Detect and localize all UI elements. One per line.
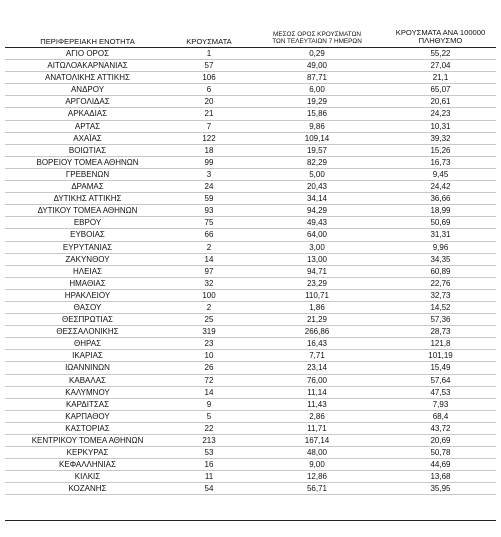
region-cell: ΚΑΡΠΑΘΟΥ [65,411,110,421]
avg-cell: 7,71 [309,351,325,361]
region-cell: ΕΥΒΟΙΑΣ [70,230,105,240]
region-cell: ΙΩΑΝΝΙΝΩΝ [65,363,110,373]
cases-cell: 72 [204,375,214,385]
table-row [5,350,496,362]
table-body [5,48,496,495]
avg-cell: 0,29 [309,49,325,58]
region-cell: ΑΡΓΟΛΙΔΑΣ [65,97,110,107]
cases-cell: 213 [202,436,216,445]
avg-cell: 49,43 [306,218,328,228]
cases-cell: 5 [206,411,212,421]
header-avg-line1: ΜΕΣΟΣ ΟΡΟΣ ΚΡΟΥΣΜΑΤΩΝ [273,30,361,38]
table-row [5,435,496,447]
per100k-cell: 101,19 [428,351,453,361]
region-cell: ΚΑΡΔΙΤΣΑΣ [65,399,110,409]
table-row [5,314,496,326]
table-row [5,278,496,290]
avg-cell: 16,43 [306,339,328,349]
avg-cell: 3,00 [309,242,325,252]
cases-cell: 6 [206,85,212,95]
region-cell: ΗΡΑΚΛΕΙΟΥ [64,290,111,300]
per100k-cell: 9,45 [432,169,449,179]
table-row [5,326,496,338]
cases-cell: 319 [202,327,216,337]
per100k-cell: 34,35 [430,254,451,264]
cases-cell: 24 [204,182,214,192]
avg-cell: 87,71 [306,73,328,83]
per100k-cell: 7,93 [432,399,449,409]
table-row [5,254,496,266]
per100k-cell: 9,96 [432,242,449,252]
cases-cell: 100 [202,290,216,300]
cases-cell: 1 [206,49,212,58]
per100k-cell: 39,32 [430,133,451,143]
table-row [5,108,496,120]
per100k-cell: 24,23 [430,109,451,119]
cases-cell: 54 [204,484,214,494]
table-row [5,290,496,302]
per100k-cell: 27,04 [430,61,451,71]
per100k-cell: 35,95 [430,484,451,494]
table-row [5,121,496,133]
avg-cell: 19,57 [306,145,328,155]
avg-cell: 94,29 [306,206,328,216]
table-row [5,447,496,459]
table-row [5,266,496,278]
avg-cell: 2,86 [309,411,325,421]
avg-cell: 266,86 [304,327,330,337]
cases-cell: 26 [204,363,214,373]
per100k-cell: 22,76 [430,278,451,288]
region-cell: ΗΛΕΙΑΣ [73,266,102,276]
table-row [5,229,496,241]
region-cell: ΑΓΙΟ ΟΡΟΣ [65,49,110,58]
cases-cell: 10 [204,351,214,361]
cases-cell: 75 [204,218,214,228]
region-cell: ΘΕΣΣΑΛΟΝΙΚΗΣ [56,327,119,337]
region-cell: ΘΕΣΠΡΩΤΙΑΣ [62,315,113,325]
table-row [5,181,496,193]
region-cell: ΕΥΡΥΤΑΝΙΑΣ [62,242,113,252]
avg-cell: 94,71 [306,266,328,276]
cases-cell: 21 [204,109,214,119]
avg-cell: 13,00 [306,254,328,264]
per100k-cell: 15,49 [430,363,451,373]
table-row [5,338,496,350]
table-row [5,72,496,84]
header-avg-7-days [248,31,386,46]
avg-cell: 11,43 [307,399,327,409]
per100k-cell: 16,73 [430,157,451,167]
avg-cell: 1,86 [309,302,325,312]
avg-cell: 6,00 [309,85,325,95]
per100k-cell: 18,99 [430,206,451,216]
region-cell: ΔΥΤΙΚΟΥ ΤΟΜΕΑ ΑΘΗΝΩΝ [37,206,138,216]
per100k-cell: 50,78 [430,448,451,458]
table-row [5,483,496,495]
cases-cell: 99 [204,157,214,167]
region-cell: ΘΑΣΟΥ [73,302,102,312]
cases-table [5,20,496,495]
cases-cell: 9 [206,399,212,409]
table-row [5,205,496,217]
region-cell: ΒΟΡΕΙΟΥ ΤΟΜΕΑ ΑΘΗΝΩΝ [36,157,139,167]
table-row [5,84,496,96]
region-cell: ΚΑΒΑΛΑΣ [69,375,106,385]
table-row [5,387,496,399]
region-cell: ΑΙΤΩΛΟΑΚΑΡΝΑΝΙΑΣ [47,61,128,71]
cases-cell: 2 [206,302,212,312]
region-cell: ΑΝΑΤΟΛΙΚΗΣ ΑΤΤΙΚΗΣ [45,73,130,83]
table-row [5,169,496,181]
avg-cell: 20,43 [306,182,328,192]
cases-cell: 11 [204,472,214,482]
per100k-cell: 21,1 [432,73,449,83]
table-row [5,423,496,435]
cases-cell: 7 [206,121,212,131]
per100k-cell: 44,69 [430,460,451,470]
per100k-cell: 121,8 [430,339,451,349]
cases-cell: 122 [202,133,216,143]
avg-cell: 21,29 [306,315,328,325]
region-cell: ΔΥΤΙΚΗΣ ΑΤΤΙΚΗΣ [53,194,122,204]
region-cell: ΙΚΑΡΙΑΣ [72,351,103,361]
cases-cell: 2 [206,242,212,252]
cases-cell: 3 [206,169,212,179]
cases-cell: 106 [202,73,216,83]
region-cell: ΚΕΦΑΛΛΗΝΙΑΣ [59,460,116,470]
per100k-cell: 43,72 [430,423,451,433]
per100k-cell: 10,31 [430,121,451,131]
region-cell: ΔΡΑΜΑΣ [71,182,104,192]
per100k-cell: 50,69 [430,218,451,228]
avg-cell: 15,86 [306,109,328,119]
avg-cell: 11,14 [307,387,327,397]
table-row [5,459,496,471]
cases-cell: 14 [204,387,214,397]
avg-cell: 19,29 [306,97,328,107]
table-row [5,145,496,157]
table-row [5,375,496,387]
avg-cell: 23,14 [306,363,328,373]
cases-cell: 22 [204,423,214,433]
avg-cell: 82,29 [306,157,328,167]
table-row [5,362,496,374]
per100k-cell: 68,4 [432,411,449,421]
table-row [5,60,496,72]
avg-cell: 48,00 [306,448,328,458]
region-cell: ΚΙΛΚΙΣ [74,472,101,482]
region-cell: ΘΗΡΑΣ [73,339,102,349]
avg-cell: 11,71 [307,423,327,433]
cases-cell: 18 [204,145,214,155]
per100k-cell: 15,26 [430,145,451,155]
table-row [5,96,496,108]
cases-cell: 14 [204,254,214,264]
avg-cell: 34,14 [306,194,328,204]
table-row [5,302,496,314]
avg-cell: 9,86 [309,121,325,131]
table-row [5,242,496,254]
header-cases: ΚΡΟΥΣΜΑΤΑ [186,37,232,46]
cases-cell: 32 [204,278,214,288]
region-cell: ΚΑΛΥΜΝΟΥ [65,387,110,397]
avg-cell: 9,00 [309,460,325,470]
cases-cell: 57 [204,61,214,71]
avg-cell: 76,00 [306,375,328,385]
cases-cell: 97 [204,266,214,276]
region-cell: ΑΝΔΡΟΥ [70,85,105,95]
avg-cell: 49,00 [306,61,328,71]
per100k-cell: 65,07 [430,85,451,95]
per100k-cell: 47,53 [430,387,451,397]
per100k-cell: 32,73 [430,290,451,300]
avg-cell: 167,14 [304,436,330,445]
table-row [5,193,496,205]
per100k-cell: 57,64 [430,375,451,385]
cases-cell: 23 [204,339,214,349]
cases-cell: 66 [204,230,214,240]
region-cell: ΚΑΣΤΟΡΙΑΣ [65,423,110,433]
per100k-cell: 14,52 [430,302,451,312]
per100k-cell: 60,89 [430,266,451,276]
avg-cell: 110,71 [305,290,329,300]
per100k-cell: 31,31 [430,230,451,240]
region-cell: ΖΑΚΥΝΘΟΥ [65,254,110,264]
avg-cell: 12,86 [306,472,328,482]
header-per100k-line1: ΚΡΟΥΣΜΑΤΑ ΑΝΑ 100000 [395,27,486,37]
cases-cell: 20 [204,97,214,107]
region-cell: ΚΕΡΚΥΡΑΣ [66,448,109,458]
table-row [5,48,496,60]
region-cell: ΒΟΙΩΤΙΑΣ [68,145,107,155]
table-header [5,20,496,48]
per100k-cell: 28,73 [430,327,451,337]
avg-cell: 5,00 [309,169,325,179]
region-cell: ΚΕΝΤΡΙΚΟΥ ΤΟΜΕΑ ΑΘΗΝΩΝ [31,436,144,445]
table-row [5,133,496,145]
cases-cell: 25 [204,315,214,325]
region-cell: ΚΟΖΑΝΗΣ [68,484,107,494]
header-region: ΠΕΡΙΦΕΡΕΙΑΚΗ ΕΝΟΤΗΤΑ [40,37,135,46]
region-cell: ΗΜΑΘΙΑΣ [69,278,106,288]
cases-cell: 53 [204,448,214,458]
avg-cell: 23,29 [306,278,328,288]
per100k-cell: 57,36 [430,315,451,325]
per100k-cell: 20,61 [430,97,451,107]
per100k-cell: 20,69 [430,436,451,445]
region-cell: ΑΧΑΪΑΣ [73,133,102,143]
table-bottom-rule [5,520,496,521]
table-row [5,411,496,423]
region-cell: ΑΡΚΑΔΙΑΣ [67,109,108,119]
header-per100k-line2: ΠΛΗΘΥΣΜΟ [418,36,463,46]
table-row [5,217,496,229]
avg-cell: 56,71 [306,484,328,494]
per100k-cell: 55,22 [430,49,451,58]
avg-cell: 64,00 [306,230,328,240]
table-row [5,157,496,169]
region-cell: ΑΡΤΑΣ [74,121,101,131]
region-cell: ΓΡΕΒΕΝΩΝ [65,169,110,179]
region-cell: ΕΒΡΟΥ [73,218,102,228]
per100k-cell: 36,66 [430,194,451,204]
table-row [5,399,496,411]
header-avg-line2: ΤΩΝ ΤΕΛΕΥΤΑΙΩΝ 7 ΗΜΕΡΩΝ [272,38,362,46]
header-per-100k [385,29,496,46]
avg-cell: 109,14 [304,133,330,143]
per100k-cell: 24,42 [430,182,451,192]
table-row [5,471,496,483]
cases-cell: 59 [204,194,214,204]
cases-cell: 16 [204,460,214,470]
per100k-cell: 13,68 [430,472,451,482]
cases-cell: 93 [204,206,214,216]
